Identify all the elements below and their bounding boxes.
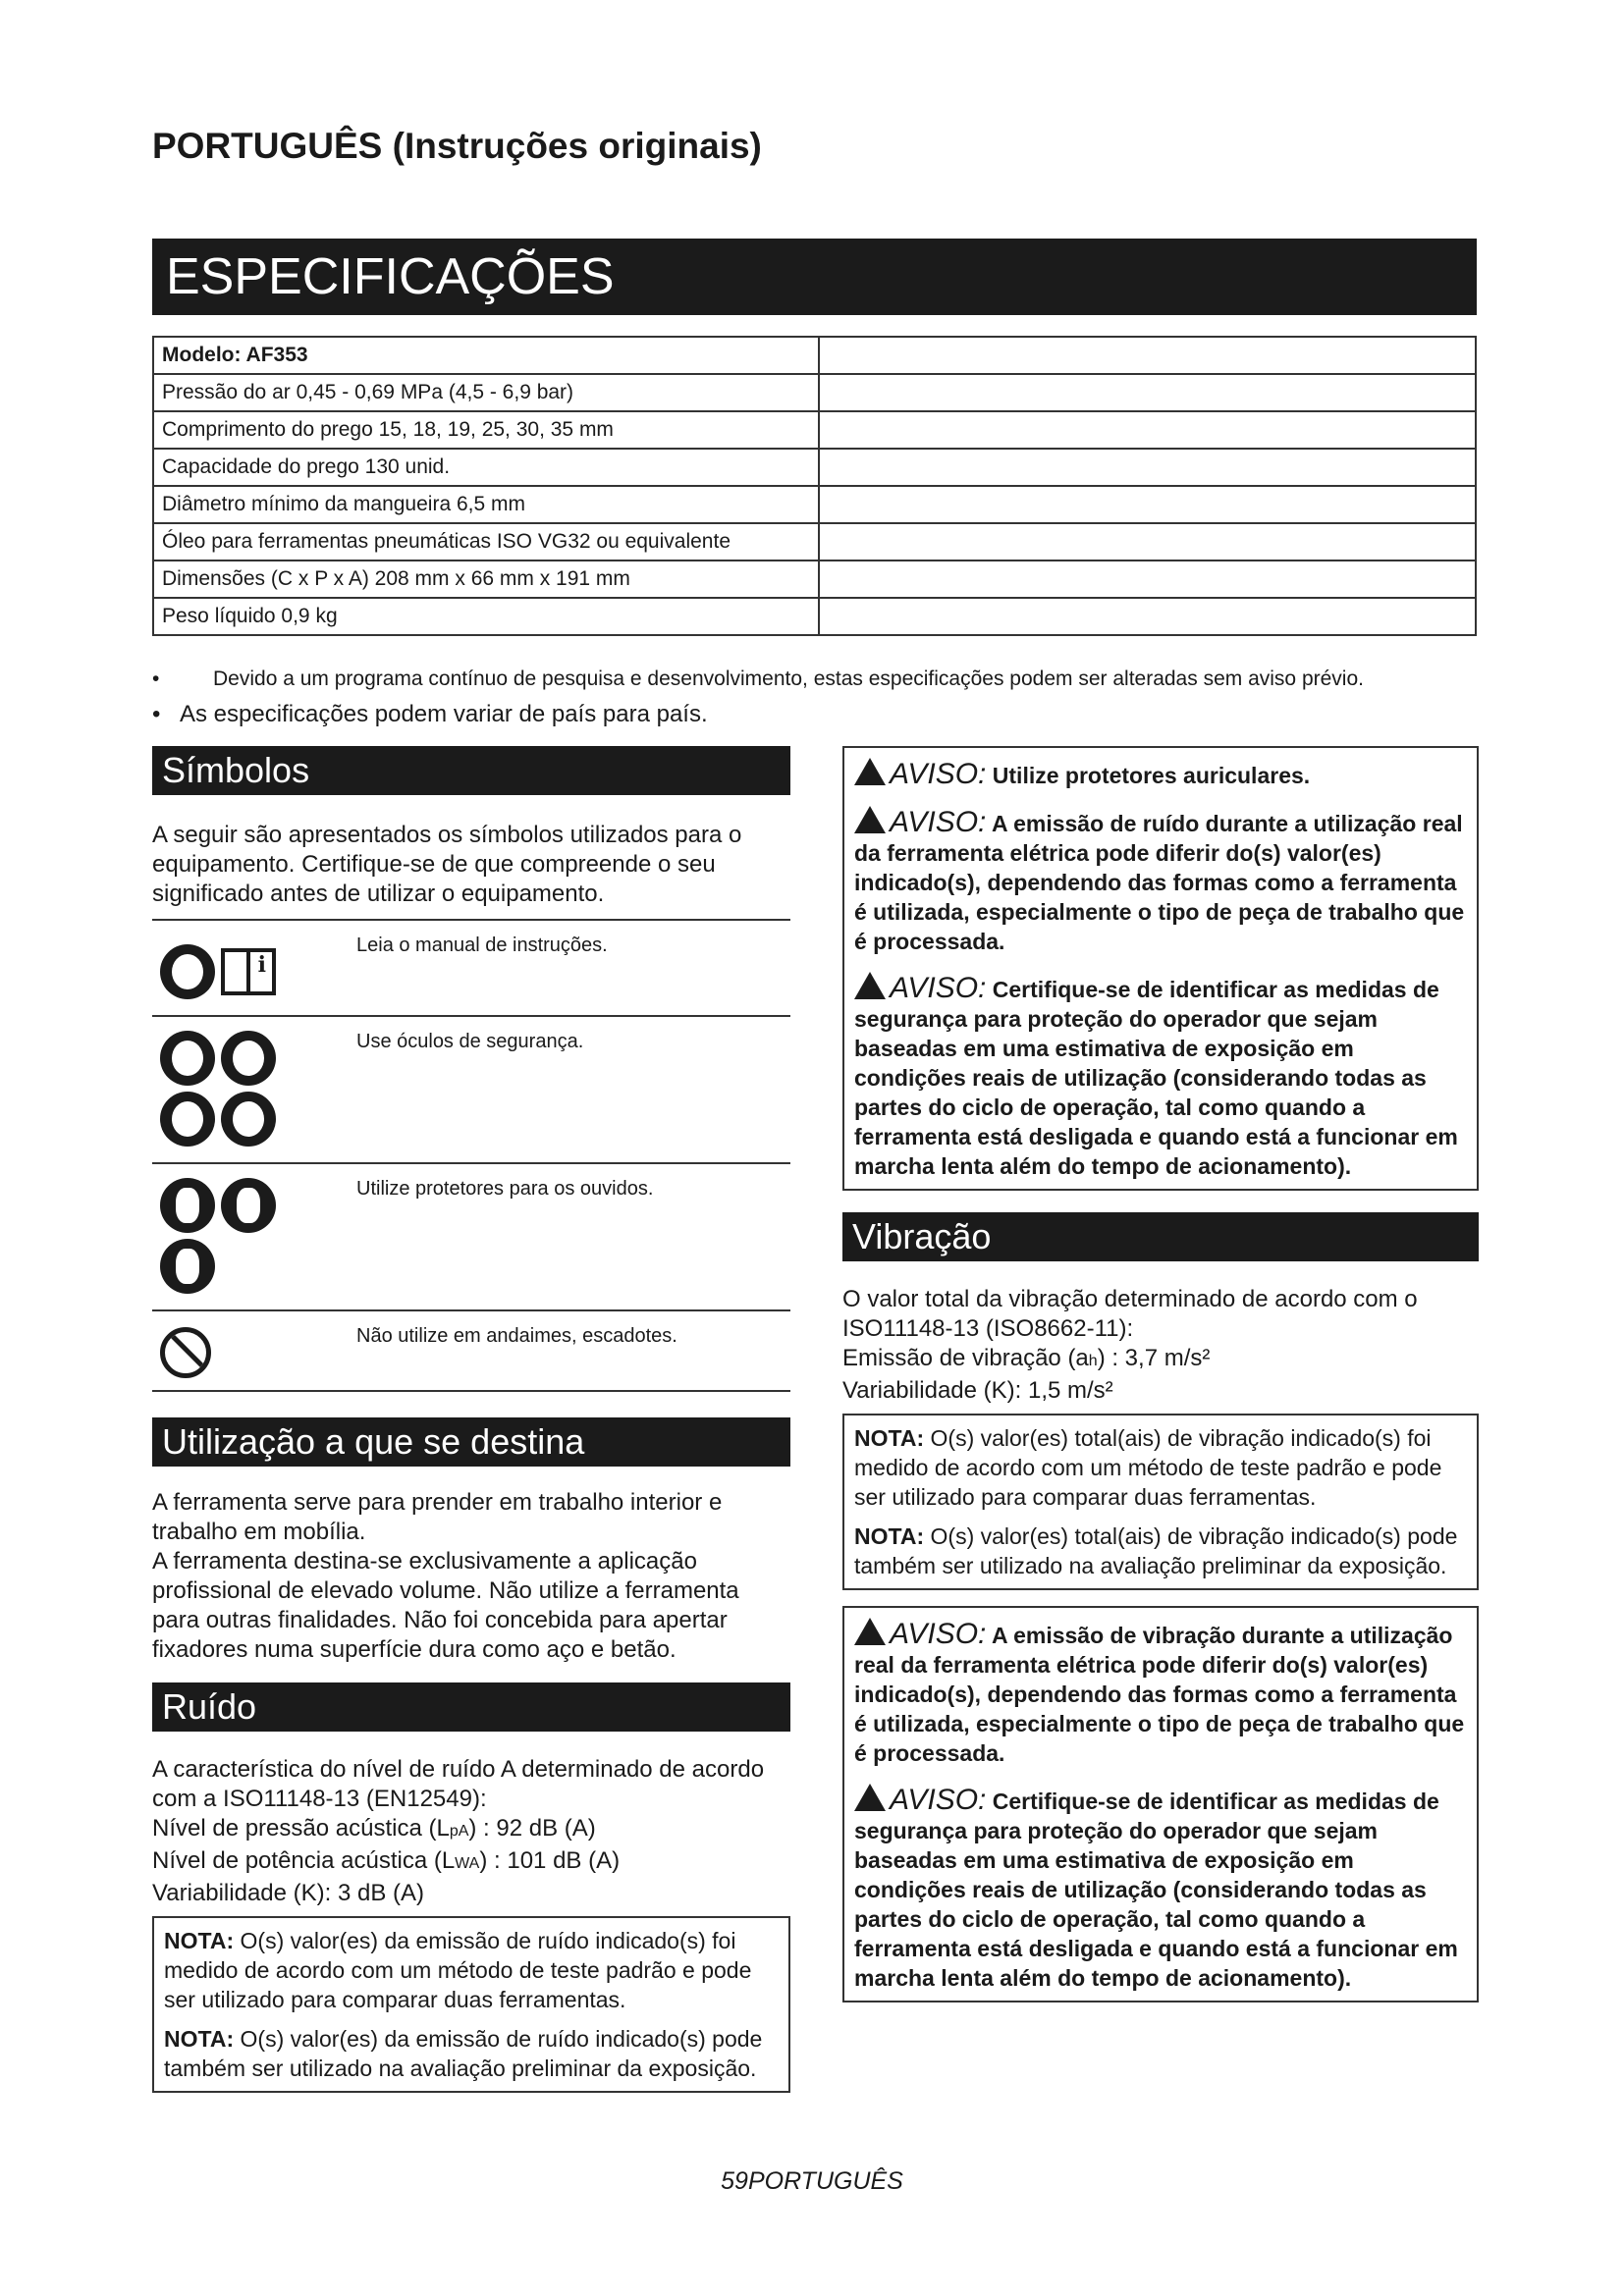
page-language-title: PORTUGUÊS (Instruções originais) (152, 126, 762, 166)
spec-row (153, 523, 1476, 561)
warning: AVISO: A emissão de vibração durante a utilização real da ferramenta elétrica pode diferir do(s) valor(es) indicado(s), dependendo das formas como a ferramenta é utilizada, especialmente o tipo de peça de trabalho que é processada. (854, 1618, 1465, 1766)
noise-warnings-box (842, 746, 1479, 1191)
face-shield-icon (221, 1092, 276, 1147)
spec-value (819, 486, 1476, 523)
spec-label: Óleo para ferramentas pneumáticas ISO VG32 ou equivalente (153, 523, 819, 561)
spec-row (153, 486, 1476, 523)
book-icon: i (221, 948, 276, 995)
bullet: • (152, 667, 160, 690)
spec-value (819, 374, 1476, 411)
symbol-description: Utilize protetores para os ouvidos. (356, 1163, 790, 1310)
symbol-description: Use óculos de segurança. (356, 1016, 790, 1163)
spec-row (153, 561, 1476, 598)
no-scaffold-icon (160, 1327, 211, 1378)
spec-row (153, 598, 1476, 635)
warning: AVISO: Utilize protetores auriculares. (854, 758, 1467, 790)
symbol-row (152, 1163, 790, 1310)
symbol-row (152, 920, 790, 1016)
intended-use-text-2: A ferramenta destina-se exclusivamente a aplicação profissional de elevado volume. Não utilize a ferramenta para outras finalidades. Não foi concebida para apertar fixadores numa superfície dura como aço e betão. (152, 1548, 739, 1663)
spec-label: Peso líquido 0,9 kg (153, 598, 819, 635)
vibration-note: NOTA: O(s) valor(es) total(ais) de vibração indicado(s) foi medido de acordo com um método de teste padrão e pode ser utilizado para comparar duas ferramentas. (854, 1425, 1442, 1510)
noise-note: NOTA: O(s) valor(es) da emissão de ruído indicado(s) foi medido de acordo com um método de teste padrão e pode ser utilizado para comparar duas ferramentas. (164, 1928, 752, 2012)
spec-label: Diâmetro mínimo da mangueira 6,5 mm (153, 486, 819, 523)
spec-row (153, 337, 1476, 374)
warning-icon (854, 806, 886, 833)
warning-icon (854, 972, 886, 999)
spec-label: Comprimento do prego 15, 18, 19, 25, 30, 35 mm (153, 411, 819, 449)
left-column (152, 746, 790, 2093)
warning-icon (854, 1784, 886, 1811)
safety-goggles-icon (160, 1031, 215, 1086)
spec-value (819, 598, 1476, 635)
warning: AVISO: A emissão de ruído durante a utilização real da ferramenta elétrica pode diferir do(s) valor(es) indicado(s), dependendo das formas como a ferramenta é utilizada, especialmente o tipo de peça de trabalho que é processada. (854, 806, 1465, 954)
vibration-intro: O valor total da vibração determinado de acordo com o ISO11148-13 (ISO8662-11): (842, 1286, 1418, 1342)
spec-value (819, 411, 1476, 449)
ear-plug-icon (160, 1178, 215, 1233)
ear-muff-icon (221, 1178, 276, 1233)
warning-icon (854, 758, 886, 785)
symbol-description: Leia o manual de instruções. (356, 920, 790, 1016)
spec-row (153, 449, 1476, 486)
vibration-heading: Vibração (842, 1212, 1479, 1261)
spec-label: Dimensões (C x P x A) 208 mm x 66 mm x 191 mm (153, 561, 819, 598)
spec-note (152, 701, 1477, 728)
spec-value (819, 449, 1476, 486)
specifications-banner: ESPECIFICAÇÕES (152, 239, 1477, 315)
read-manual-icon (160, 944, 215, 999)
specifications-table (152, 336, 1477, 636)
intended-use-heading: Utilização a que se destina (152, 1417, 790, 1467)
spec-row (153, 374, 1476, 411)
vibration-uncertainty: Variabilidade (K): 1,5 m/s² (842, 1377, 1113, 1404)
symbol-icons (152, 1016, 356, 1163)
symbol-icons (152, 1163, 356, 1310)
spec-value (819, 523, 1476, 561)
spec-label: Capacidade do prego 130 unid. (153, 449, 819, 486)
symbols-intro: A seguir são apresentados os símbolos utilizados para o equipamento. Certifique-se de que compreende o seu significado antes de utilizar o equipamento. (152, 822, 742, 907)
symbol-row (152, 1016, 790, 1163)
hearing-protection-icon (160, 1239, 215, 1294)
spec-row (153, 411, 1476, 449)
noise-note: NOTA: O(s) valor(es) da emissão de ruído indicado(s) pode também ser utilizado na avaliação preliminar da exposição. (164, 2026, 763, 2081)
symbols-heading: Símbolos (152, 746, 790, 795)
noise-heading: Ruído (152, 1682, 790, 1732)
warning: AVISO: Certifique-se de identificar as medidas de segurança para proteção do operador que sejam baseadas em uma estimativa de exposição em condições reais de utilização (considerando todas as partes do ciclo de operação, tal como quando a ferramenta está desligada e quando está a funcionar em marcha lenta além do tempo de acionamento). (854, 972, 1458, 1179)
spec-label: Pressão do ar 0,45 - 0,69 MPa (4,5 - 6,9 bar) (153, 374, 819, 411)
symbol-row (152, 1310, 790, 1391)
spec-notes (152, 667, 1477, 728)
spec-note-text: Devido a um programa contínuo de pesquisa e desenvolvimento, estas especificações podem ser alteradas sem aviso prévio. (213, 667, 1364, 690)
spec-value (819, 561, 1476, 598)
vibration-notes-box (842, 1414, 1479, 1590)
spec-value (819, 337, 1476, 374)
noise-power-level: Nível de potência acústica (LWA) : 101 dB (A) (152, 1847, 621, 1874)
vibration-emission: Emissão de vibração (ah) : 3,7 m/s² (842, 1345, 1211, 1371)
page-footer: 59PORTUGUÊS (721, 2167, 903, 2195)
warning-icon (854, 1618, 886, 1645)
vibration-warnings-box (842, 1606, 1479, 2002)
right-column (842, 746, 1479, 2002)
spec-label: Modelo: AF353 (153, 337, 819, 374)
symbol-icons (152, 920, 356, 1016)
symbol-icons (152, 1310, 356, 1391)
safety-glasses-icon (221, 1031, 276, 1086)
noise-uncertainty: Variabilidade (K): 3 dB (A) (152, 1880, 425, 1906)
spec-note (152, 667, 1477, 691)
face-goggles-icon (160, 1092, 215, 1147)
symbols-table (152, 919, 790, 1392)
warning: AVISO: Certifique-se de identificar as medidas de segurança para proteção do operador que sejam baseadas em uma estimativa de exposição em condições reais de utilização (considerando todas as partes do ciclo de operação, tal como quando a ferramenta está desligada e quando está a funcionar em marcha lenta além do tempo de acionamento). (854, 1784, 1458, 1991)
bullet: • (152, 701, 161, 727)
spec-note-text: As especificações podem variar de país para país. (180, 701, 708, 727)
noise-notes-box (152, 1916, 790, 2093)
noise-pressure-level: Nível de pressão acústica (LpA) : 92 dB (A) (152, 1815, 596, 1842)
vibration-note: NOTA: O(s) valor(es) total(ais) de vibração indicado(s) pode também ser utilizado na avaliação preliminar da exposição. (854, 1523, 1458, 1578)
noise-intro: A característica do nível de ruído A determinado de acordo com a ISO11148-13 (EN12549): (152, 1756, 765, 1812)
intended-use-text-1: A ferramenta serve para prender em trabalho interior e trabalho em mobília. (152, 1489, 723, 1545)
symbol-description: Não utilize em andaimes, escadotes. (356, 1310, 790, 1391)
